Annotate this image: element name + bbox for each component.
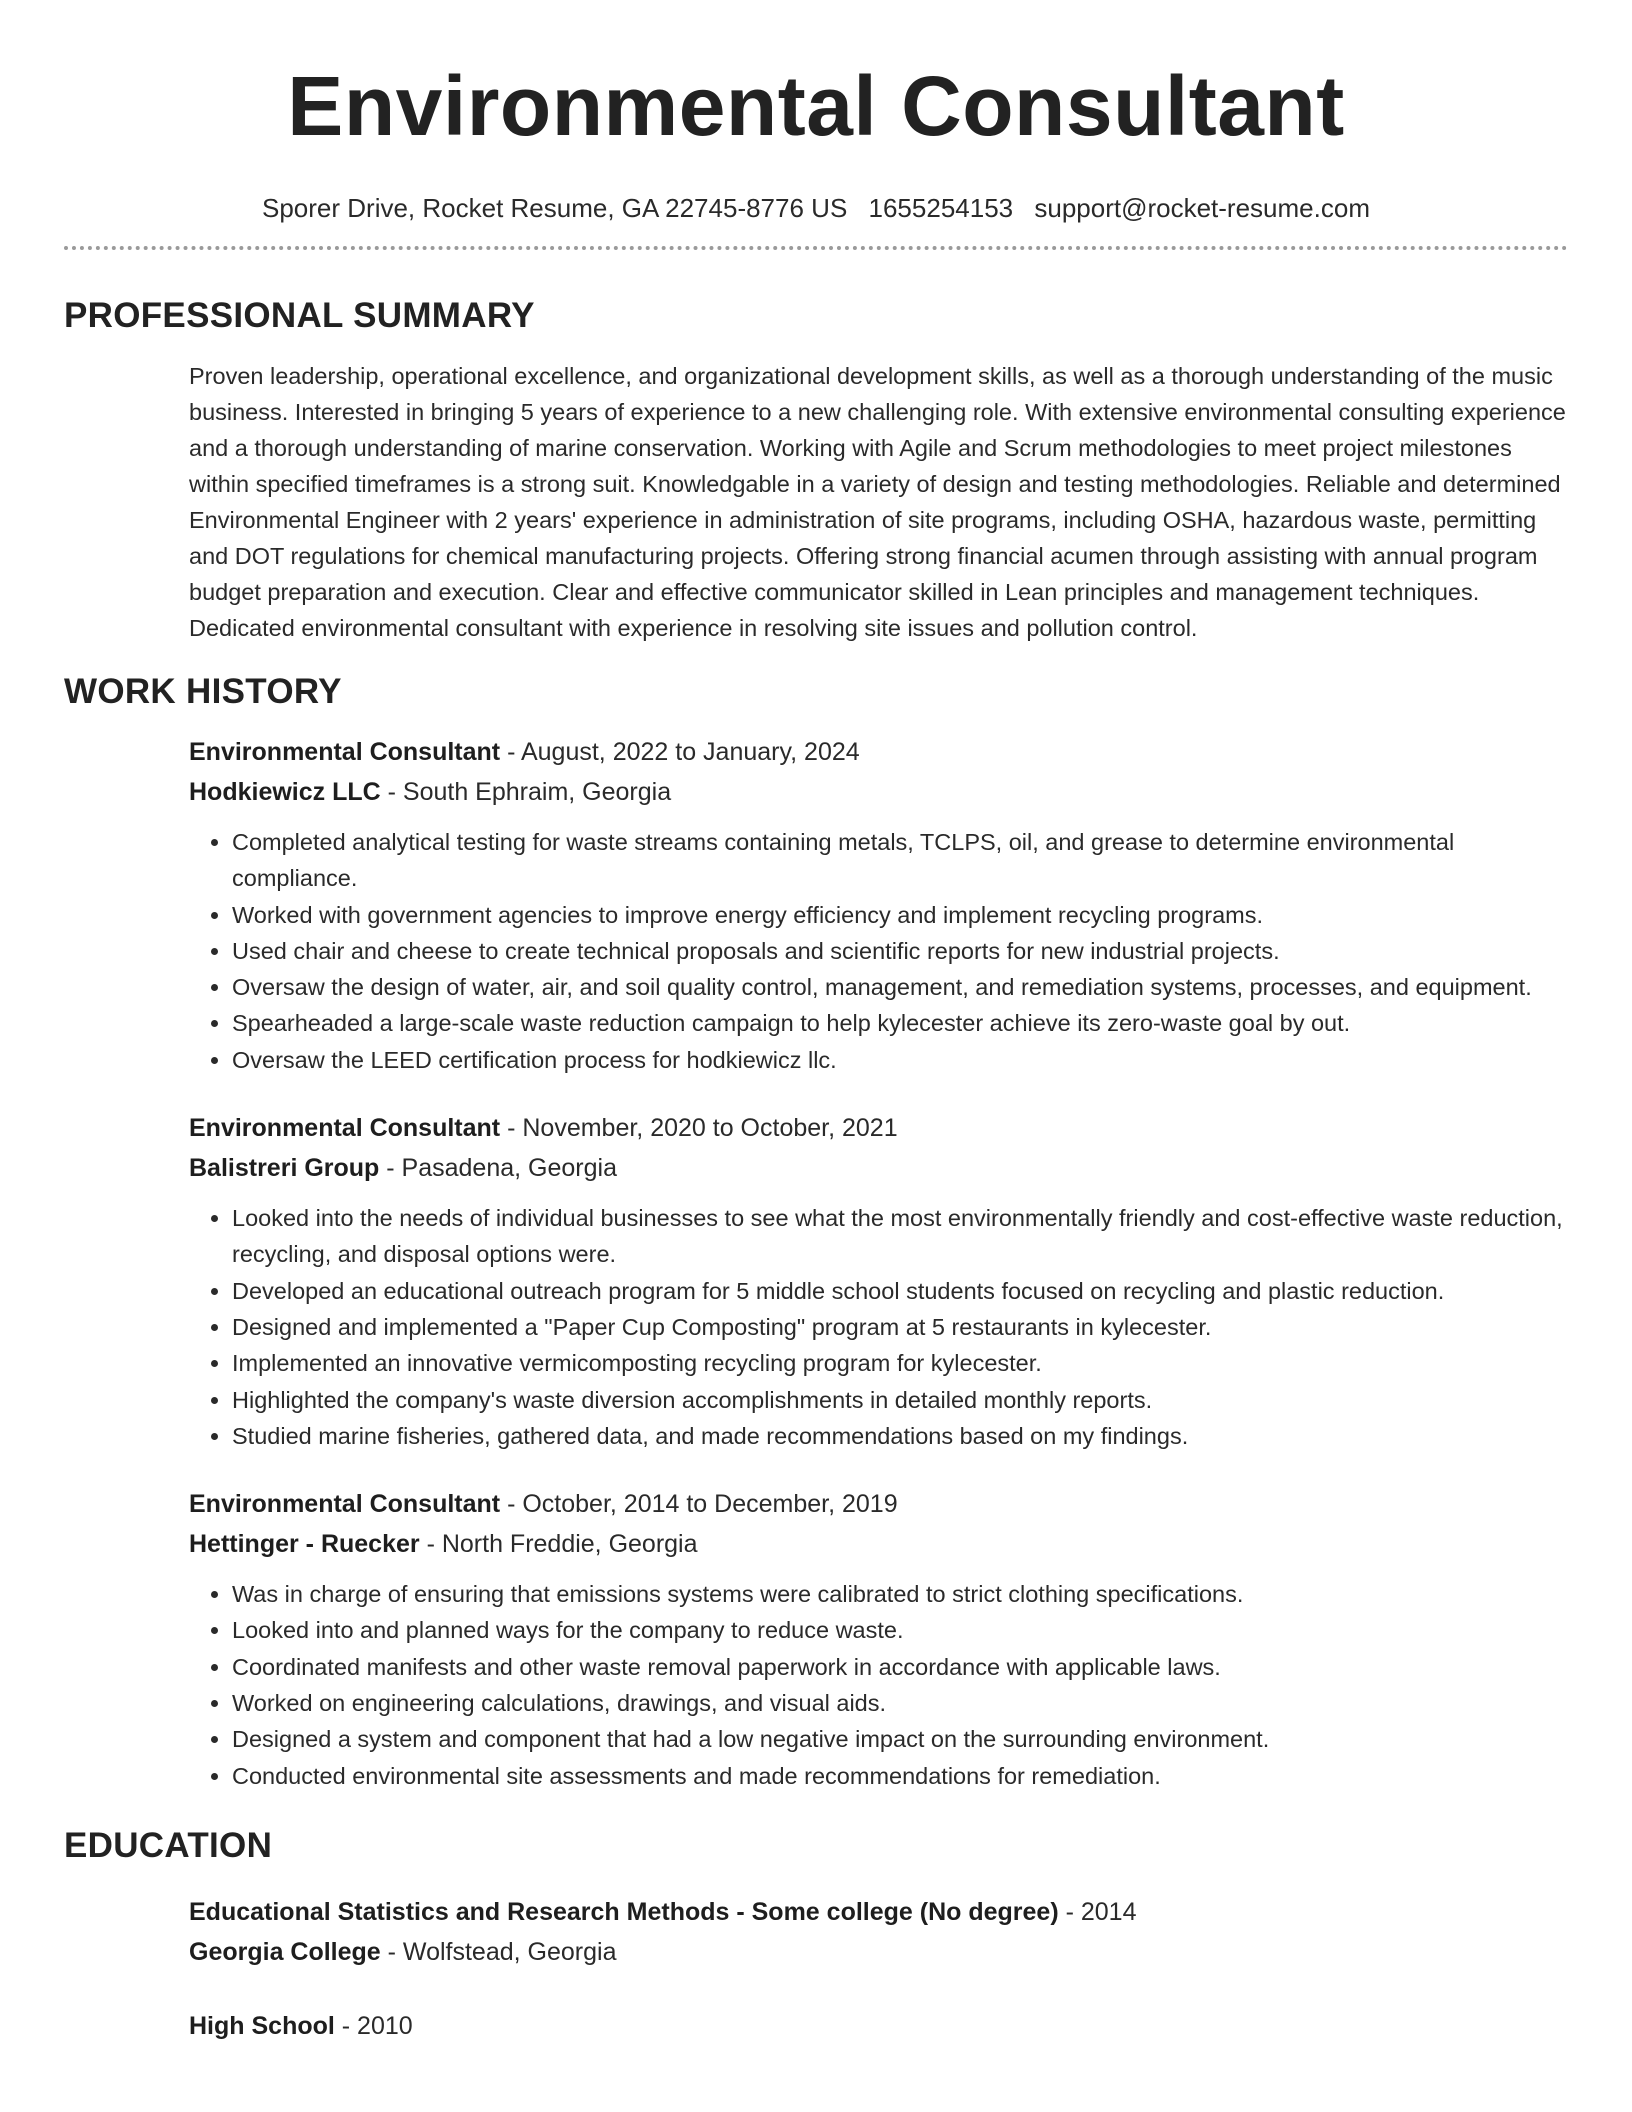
- contact-address: Sporer Drive, Rocket Resume, GA 22745-8776 US: [262, 193, 848, 223]
- job-bullets: [189, 1200, 1568, 1454]
- job-title-line: [189, 1108, 1568, 1148]
- job-dates: - October, 2014 to December, 2019: [500, 1490, 898, 1519]
- job-location: - Pasadena, Georgia: [379, 1154, 617, 1183]
- education-entry: [189, 2006, 1568, 2046]
- education-location: - Wolfstead, Georgia: [380, 1937, 617, 1966]
- summary-heading: PROFESSIONAL SUMMARY: [64, 296, 535, 335]
- education-entry: [189, 1892, 1568, 1972]
- contact-line: [64, 192, 1568, 224]
- job-bullet: • Completed analytical testing for waste streams containing metals, TCLPS, oil, and grease to determine environmental compliance.: [232, 824, 1568, 897]
- job-bullet: • Designed a system and component that had a low negative impact on the surrounding environment.: [232, 1721, 1568, 1757]
- job-company-line: [189, 1524, 1568, 1564]
- job-title-line: [189, 1484, 1568, 1524]
- education-school: Georgia College: [189, 1937, 381, 1966]
- education-degree: Educational Statistics and Research Methods - Some college (No degree): [189, 1897, 1059, 1926]
- job-company: Balistreri Group: [189, 1154, 380, 1183]
- job-bullet: • Conducted environmental site assessments and made recommendations for remediation.: [232, 1758, 1568, 1794]
- job-role: Environmental Consultant: [189, 738, 501, 766]
- contact-phone: 1655254153: [868, 193, 1014, 223]
- education-school-line: [189, 1932, 1568, 1972]
- job-location: - South Ephraim, Georgia: [380, 778, 672, 806]
- job-bullets: [189, 824, 1568, 1078]
- job-bullet: • Worked on engineering calculations, drawings, and visual aids.: [232, 1685, 1568, 1721]
- education-year: - 2010: [334, 2011, 413, 2040]
- job-bullet: • Implemented an innovative vermicomposting recycling program for kylecester.: [232, 1345, 1568, 1381]
- job-entry: [189, 732, 1568, 1078]
- contact-email: support@rocket-resume.com: [1034, 193, 1370, 223]
- resume-page: [64, 0, 1568, 2046]
- job-bullet: • Studied marine fisheries, gathered data, and made recommendations based on my findings.: [232, 1418, 1568, 1454]
- job-bullet: • Designed and implemented a "Paper Cup Composting" program at 5 restaurants in kylecester.: [232, 1309, 1568, 1345]
- job-location: - North Freddie, Georgia: [419, 1530, 698, 1559]
- job-role: Environmental Consultant: [189, 1114, 501, 1143]
- job-company: Hettinger - Ruecker: [189, 1530, 420, 1559]
- job-bullet: • Developed an educational outreach program for 5 middle school students focused on recycling and plastic reduction.: [232, 1273, 1568, 1309]
- work-history-heading: WORK HISTORY: [64, 672, 342, 711]
- job-dates: - August, 2022 to January, 2024: [500, 738, 860, 766]
- job-bullet: • Looked into the needs of individual businesses to see what the most environmentally friendly and cost-effective waste reduction, recycling, and disposal options were.: [232, 1200, 1568, 1273]
- resume-name: Environmental Consultant: [287, 59, 1345, 153]
- education-heading: EDUCATION: [64, 1825, 273, 1865]
- job-entry: [189, 1484, 1568, 1794]
- job-company: Hodkiewicz LLC: [189, 778, 381, 806]
- header-divider: [64, 246, 1568, 250]
- education-degree: High School: [189, 2011, 335, 2040]
- job-dates: - November, 2020 to October, 2021: [500, 1114, 898, 1143]
- education-year: - 2014: [1058, 1897, 1137, 1926]
- job-bullet: • Used chair and cheese to create technical proposals and scientific reports for new industrial projects.: [232, 933, 1568, 969]
- education-degree-line: [189, 1892, 1568, 1932]
- job-entry: [189, 1108, 1568, 1454]
- job-bullets: [189, 1576, 1568, 1794]
- education-degree-line: [189, 2006, 1568, 2046]
- summary-text: Proven leadership, operational excellence, and organizational development skills, as well as a thorough understanding of the music business. Interested in bringing 5 years of experience to a new challenging role. With extensive environmental consulting experience and a thorough understanding of marine conservation. Working with Agile and Scrum methodologies to meet project milestones within specified timeframes is a strong suit. Knowledgable in a variety of design and testing methodologies. Reliable and determined Environmental Engineer with 2 years' experience in administration of site programs, including OSHA, hazardous waste, permitting and DOT regulations for chemical manufacturing projects. Offering strong financial acumen through assisting with annual program budget preparation and execution. Clear and effective communicator skilled in Lean principles and management techniques. Dedicated environmental consultant with experience in resolving site issues and pollution control.: [189, 363, 1566, 641]
- job-bullet: • Oversaw the LEED certification process for hodkiewicz llc.: [232, 1042, 1568, 1078]
- job-bullet: • Coordinated manifests and other waste removal paperwork in accordance with applicable laws.: [232, 1649, 1568, 1685]
- job-bullet: • Highlighted the company's waste diversion accomplishments in detailed monthly reports.: [232, 1382, 1568, 1418]
- job-bullet: • Worked with government agencies to improve energy efficiency and implement recycling programs.: [232, 897, 1568, 933]
- job-company-line: [189, 772, 1568, 812]
- job-company-line: [189, 1148, 1568, 1188]
- job-bullet: • Was in charge of ensuring that emissions systems were calibrated to strict clothing specifications.: [232, 1576, 1568, 1612]
- job-bullet: • Spearheaded a large-scale waste reduction campaign to help kylecester achieve its zero-waste goal by out.: [232, 1005, 1568, 1041]
- job-bullet: • Looked into and planned ways for the company to reduce waste.: [232, 1612, 1568, 1648]
- job-bullet: • Oversaw the design of water, air, and soil quality control, management, and remediation systems, processes, and equipment.: [232, 969, 1568, 1005]
- job-role: Environmental Consultant: [189, 1490, 501, 1519]
- job-title-line: [189, 732, 1568, 772]
